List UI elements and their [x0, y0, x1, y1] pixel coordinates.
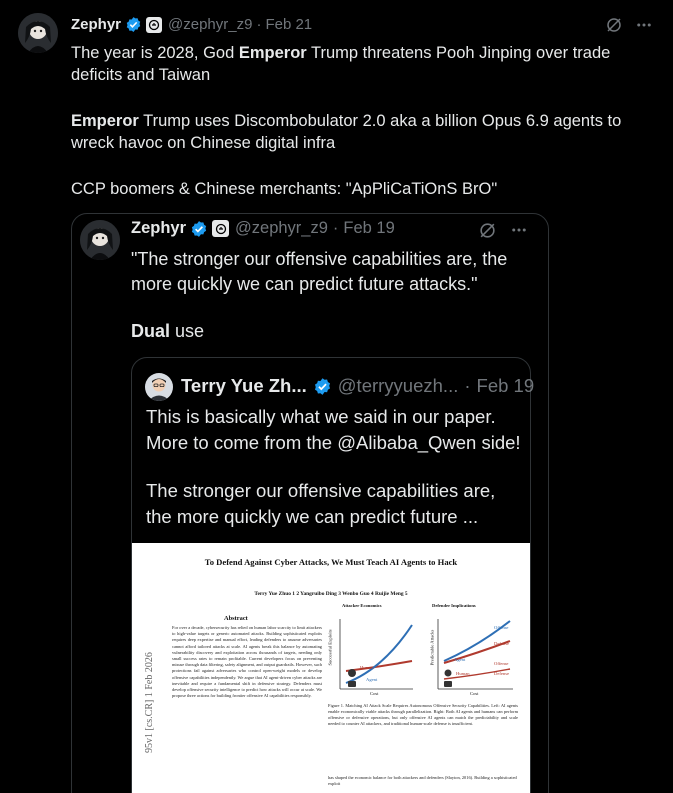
affiliation-badge-icon[interactable] [212, 220, 229, 237]
fig-left-title: Attacker Economics [342, 603, 382, 608]
nested-tweet-header [181, 375, 534, 397]
separator: · [256, 16, 262, 33]
fig-defense-label-2: Defense [494, 671, 510, 676]
nested-author-name[interactable]: Terry Yue Zh... [181, 375, 307, 396]
tweet-date[interactable]: Feb 21 [265, 16, 313, 33]
grok-icon[interactable] [476, 219, 498, 241]
abstract-body: For over a decade, cybersecurity has relied on human labor scarcity to limit attackers to high-value targets or generic automated attacks. Building sophisticated exploits requires deep expertise and manual effort, leading defenders to assume adversaries cannot afford tailored attacks at scale. AI agents break this balance by automating vulnerability discovery and exploitation across thousands of targets, needing only small success rates to remain profitable. Current developers focus on preventing misuse through data filtering, safety alignment, and output guardrails. However, such protections fail against adversaries who control open-weight models or develop offensive capabilities independently. We argue that AI agent-driven cyber attacks are inevitable and require a fundamental shift in defensive strategy. Defenders must develop offensive security intelligence to predict how attacks will occur at scale. We propose three actions for building frontier offensive AI capabilities responsibly. [172, 625, 322, 699]
avatar-image [80, 220, 120, 260]
tweet-text-paragraph-3: CCP boomers & Chinese merchants: "ApPliCaTiOnS BrO" [71, 180, 498, 198]
quoted-tweet-date[interactable]: Feb 19 [343, 219, 395, 237]
figure-caption: Figure 1. Matching AI Attack Scale Requires Autonomous Offensive Security Capabilities. Left: AI agents enable economically viable attacks through parallelization. Right: Both AI agents and humans can perform offensive or defensive operations, but only offensive AI agents can match the predictability and scale needed to counter AI attackers, and traditional human-scale defense is insufficient. [328, 703, 518, 726]
fig-defense-label: Defense [494, 641, 510, 646]
fig-offense-label-2: Offense [494, 661, 509, 666]
paper-figure [327, 603, 518, 709]
separator: · [464, 375, 471, 396]
verified-badge-icon [125, 16, 142, 33]
author-name[interactable]: Zephyr [71, 16, 122, 33]
nested-author-avatar[interactable] [145, 373, 173, 401]
tweet-header [71, 16, 312, 33]
verified-badge-icon [313, 377, 332, 396]
fig-left-ylabel: Successful Exploits [327, 629, 333, 666]
paper-screenshot-image[interactable] [132, 543, 530, 793]
quoted-author-avatar[interactable] [80, 220, 120, 260]
verified-badge-icon [190, 220, 208, 238]
fig-right-ylabel: Predictable Attacks [429, 629, 435, 666]
affiliation-badge-icon[interactable] [146, 17, 162, 33]
fig-human-label-right: Human [456, 671, 470, 676]
fig-right-title: Defender Implications [432, 603, 476, 608]
fig-right-xlabel: Cost [470, 691, 479, 696]
fig-human-label: Human [360, 665, 374, 670]
quoted-tweet-header [131, 219, 395, 238]
tweet-text: The year is 2028, God Emperor Trump threatens Pooh Jinping over trade deficits and Taiwan [71, 44, 611, 84]
fig-offense-label: Offense [494, 625, 509, 630]
separator: · [332, 219, 339, 237]
nested-tweet-text: This is basically what we said in our paper. More to come from the @Alibaba_Qwen side! [146, 406, 521, 453]
arxiv-stamp: 95v1 [cs.CR] 1 Feb 2026 [144, 652, 155, 753]
fig-left-xlabel: Cost [370, 691, 379, 696]
avatar-image [18, 13, 58, 53]
paper-body-text: has shaped the economic balance for both attackers and defenders (Slayton, 2016). Building a sophisticated exploit [328, 775, 517, 786]
tweet-text-paragraph-2: Emperor Trump uses Discombobulator 2.0 aka a billion Opus 6.9 agents to wreck havoc on Chinese digital infra [71, 112, 622, 152]
author-handle[interactable]: @zephyr_z9 [168, 16, 253, 33]
grok-icon[interactable] [603, 14, 625, 36]
fig-agent-label-right: Agent [454, 657, 466, 662]
more-options-icon[interactable] [508, 219, 530, 241]
quoted-author-name[interactable]: Zephyr [131, 219, 187, 237]
avatar-image [145, 373, 173, 401]
nested-tweet-text-2: The stronger our offensive capabilities are, the more quickly we can predict future ... [146, 480, 496, 527]
author-avatar[interactable] [18, 13, 58, 53]
quoted-tweet-text-2: Dual use [131, 321, 205, 341]
paper-authors: Terry Yue Zhuo 1 2 Yangruibo Ding 3 Wenbo Guo 4 Ruijie Meng 5 [254, 591, 408, 597]
quoted-author-handle[interactable]: @zephyr_z9 [235, 219, 328, 237]
more-options-icon[interactable] [633, 14, 655, 36]
quoted-tweet-text: "The stronger our offensive capabilities are, the more quickly we can predict future attacks." [131, 249, 508, 294]
nested-author-handle[interactable]: @terryyuezh... [337, 375, 459, 396]
nested-tweet-date[interactable]: Feb 19 [476, 375, 535, 396]
paper-title: To Defend Against Cyber Attacks, We Must Teach AI Agents to Hack [204, 557, 458, 567]
fig-agent-label: Agent [366, 677, 378, 682]
abstract-title: Abstract [224, 615, 248, 622]
